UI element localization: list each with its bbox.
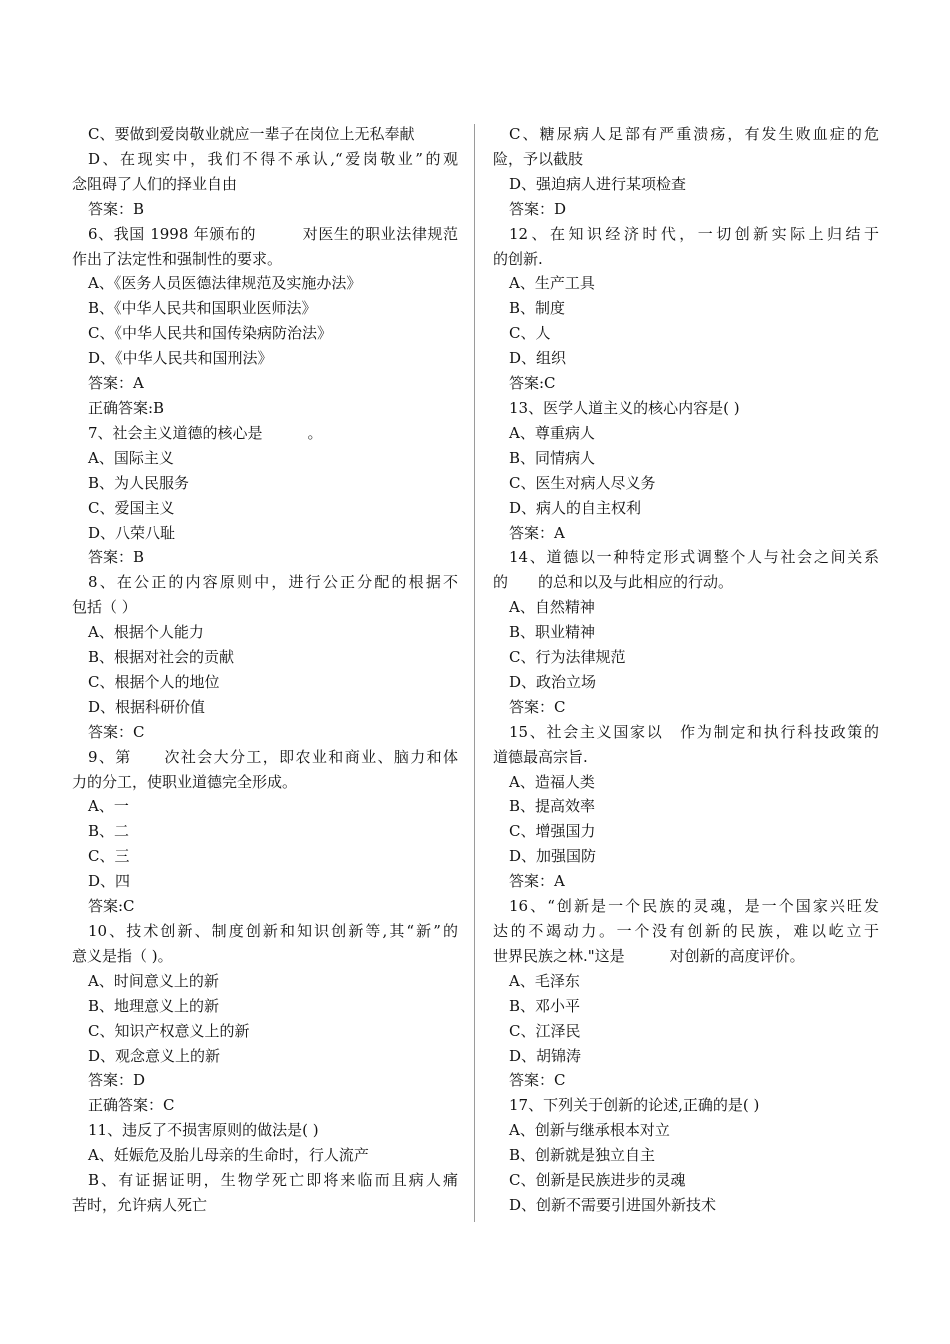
- text-line: B、根据对社会的贡献: [88, 648, 235, 667]
- text-line: D、四: [88, 872, 131, 891]
- text-line: 答案：A: [88, 374, 144, 393]
- text-line: D、《中华人民共和国刑法》: [88, 349, 273, 368]
- text-line: 的创新.: [493, 249, 543, 268]
- text-line: 的 的总和以及与此相应的行动。: [493, 573, 734, 592]
- text-line: 作出了法定性和强制性的要求。: [72, 249, 283, 268]
- text-line: B、地理意义上的新: [88, 996, 220, 1015]
- text-line: B、制度: [509, 299, 566, 318]
- text-line: C、人: [509, 324, 551, 343]
- text-line: D、根据科研价值: [88, 697, 206, 716]
- text-line: C、爱国主义: [88, 498, 175, 517]
- text-line: C、糖尿病人足部有严重溃疡，有发生败血症的危: [509, 125, 879, 143]
- text-line: C、根据个人的地位: [88, 672, 220, 691]
- text-line: A、妊娠危及胎儿母亲的生命时，行人流产: [88, 1146, 369, 1165]
- text-line: D、病人的自主权利: [509, 498, 642, 517]
- text-line: A、尊重病人: [509, 423, 595, 442]
- text-line: 7、社会主义道德的核心是 。: [88, 423, 323, 442]
- text-line: 8、在公正的内容原则中，进行公正分配的根据不: [88, 573, 458, 592]
- text-line: 10、技术创新、制度创新和知识创新等,其“新”的: [88, 922, 458, 940]
- text-line: B、有证据证明，生物学死亡即将来临而且病人痛: [88, 1171, 458, 1190]
- text-line: C、江泽民: [509, 1021, 581, 1040]
- text-line: C、知识产权意义上的新: [88, 1021, 250, 1040]
- text-line: B、邓小平: [509, 996, 581, 1015]
- text-line: C、要做到爱岗敬业就应一辈子在岗位上无私奉献: [88, 125, 415, 143]
- text-line: 答案：A: [509, 872, 565, 891]
- text-line: 15、社会主义国家以 作为制定和执行科技政策的: [509, 722, 879, 741]
- text-line: A、生产工具: [509, 274, 595, 293]
- text-line: D、在现实中，我们不得不承认,“爱岗敬业”的观: [88, 149, 458, 168]
- text-line: C、行为法律规范: [509, 648, 626, 667]
- text-line: 11、违反了不损害原则的做法是( ): [88, 1121, 319, 1140]
- text-line: A、国际主义: [88, 448, 174, 467]
- text-line: 16、“创新是一个民族的灵魂，是一个国家兴旺发: [509, 897, 879, 916]
- text-line: 道德最高宗旨.: [493, 747, 588, 766]
- text-line: 答案：C: [88, 722, 145, 741]
- text-line: 苦时，允许病人死亡: [72, 1195, 208, 1214]
- text-line: A、时间意义上的新: [88, 971, 219, 990]
- text-line: C、三: [88, 847, 130, 866]
- text-line: 答案：A: [509, 523, 565, 542]
- text-line: D、创新不需要引进国外新技术: [509, 1195, 717, 1214]
- text-line: 答案:C: [509, 374, 556, 393]
- text-line: 6、我国 1998 年颁布的 对医生的职业法律规范: [88, 224, 458, 243]
- text-line: A、毛泽东: [509, 971, 580, 990]
- text-line: B、为人民服务: [88, 473, 190, 492]
- text-line: C、《中华人民共和国传染病防治法》: [88, 324, 332, 343]
- text-line: 答案:C: [88, 897, 135, 916]
- text-line: 答案：D: [88, 1071, 146, 1090]
- text-line: D、强迫病人进行某项检查: [509, 174, 687, 193]
- text-line: 正确答案:B: [88, 398, 165, 417]
- text-line: 力的分工，使职业道德完全形成。: [72, 772, 298, 791]
- text-line: 正确答案：C: [88, 1096, 175, 1115]
- text-line: D、八荣八耻: [88, 523, 176, 542]
- text-line: A、一: [88, 797, 129, 816]
- text-line: A、根据个人能力: [88, 623, 204, 642]
- text-line: 答案：C: [509, 697, 566, 716]
- text-line: 达的不竭动力。一个没有创新的民族，难以屹立于: [493, 922, 879, 940]
- text-line: 答案：C: [509, 1071, 566, 1090]
- text-line: C、医生对病人尽义务: [509, 473, 656, 492]
- text-line: 12、在知识经济时代，一切创新实际上归结于: [509, 224, 879, 243]
- text-line: A、《医务人员医德法律规范及实施办法》: [88, 274, 362, 293]
- text-line: D、政治立场: [509, 672, 597, 691]
- text-line: B、《中华人民共和国职业医师法》: [88, 299, 317, 318]
- text-line: 包括（ ）: [72, 598, 137, 617]
- text-line: D、胡锦涛: [509, 1046, 582, 1065]
- text-line: 答案：B: [88, 199, 145, 218]
- column-divider: [474, 124, 475, 1222]
- text-line: B、同情病人: [509, 448, 596, 467]
- text-line: 意义是指（ )。: [72, 946, 173, 965]
- text-line: A、造福人类: [509, 772, 595, 791]
- text-line: B、职业精神: [509, 623, 596, 642]
- text-line: B、创新就是独立自主: [509, 1146, 656, 1165]
- text-line: D、加强国防: [509, 847, 597, 866]
- text-line: 17、下列关于创新的论述,正确的是( ): [509, 1096, 760, 1115]
- text-line: 9、第 次社会大分工，即农业和商业、脑力和体: [88, 747, 458, 766]
- text-line: B、提高效率: [509, 797, 596, 816]
- right-column: [493, 122, 879, 1218]
- text-line: D、组织: [509, 349, 567, 368]
- text-line: 答案：B: [88, 548, 145, 567]
- text-line: C、创新是民族进步的灵魂: [509, 1171, 686, 1190]
- text-line: A、自然精神: [509, 598, 595, 617]
- text-line: 念阻碍了人们的择业自由: [72, 174, 238, 193]
- text-line: 答案：D: [509, 199, 567, 218]
- text-line: 13、医学人道主义的核心内容是( ): [509, 398, 740, 417]
- text-line: D、观念意义上的新: [88, 1046, 221, 1065]
- text-line: 14、道德以一种特定形式调整个人与社会之间关系: [509, 548, 879, 567]
- text-line: C、增强国力: [509, 822, 596, 841]
- text-line: 世界民族之林."这是 对创新的高度评价。: [493, 946, 805, 965]
- left-column: [72, 122, 458, 1218]
- text-line: B、二: [88, 822, 130, 841]
- text-line: A、创新与继承根本对立: [509, 1121, 670, 1140]
- text-line: 险，予以截肢: [493, 149, 584, 168]
